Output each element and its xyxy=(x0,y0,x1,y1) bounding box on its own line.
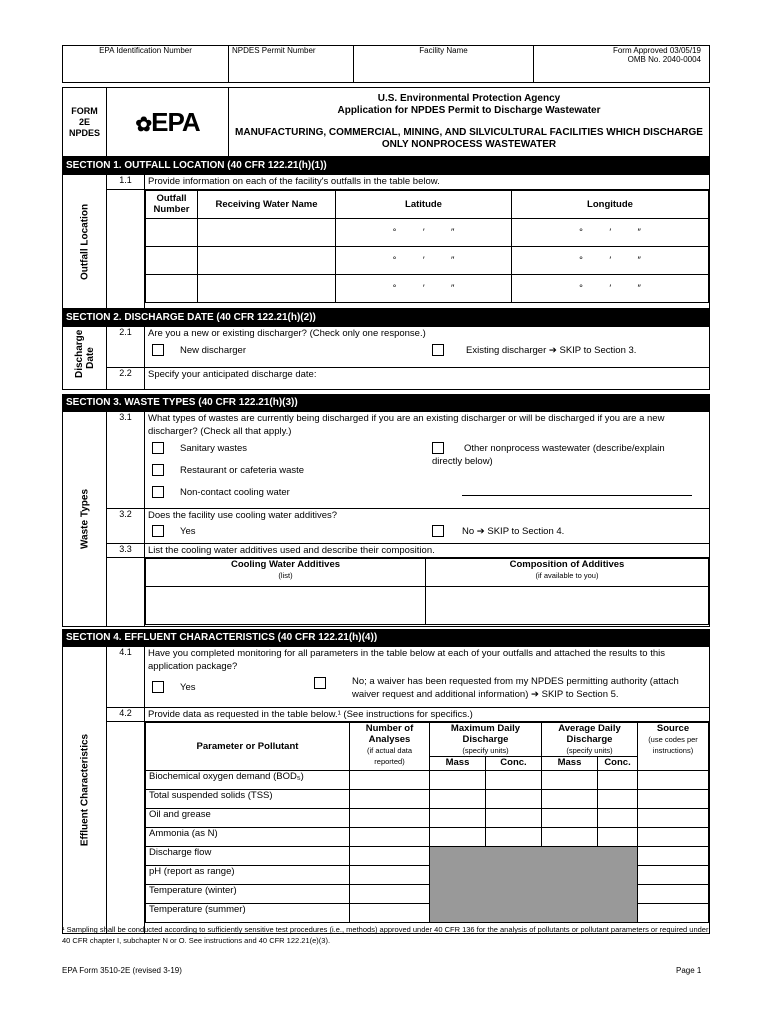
max-mass-cell[interactable] xyxy=(430,828,486,847)
cooling-additives-no-checkbox[interactable] xyxy=(432,525,444,537)
outfall-row xyxy=(146,218,709,246)
section-3-side-label: Waste Types xyxy=(63,412,107,627)
source-cell[interactable] xyxy=(638,885,709,904)
npdes-permit-label: NPDES Permit Number xyxy=(232,46,316,55)
source-cell[interactable] xyxy=(638,847,709,866)
section-2-side-label: Discharge Date xyxy=(63,327,107,390)
avg-mass-cell[interactable] xyxy=(542,771,598,790)
form-subtitle: MANUFACTURING, COMMERCIAL, MINING, AND SILVICULTURAL FACILITIES WHICH DISCHARGE ONLY NONPROCESS WASTEWATER xyxy=(235,127,703,150)
question-4-2-text: Provide data as requested in the table below.¹ (See instructions for specifics.) xyxy=(145,708,710,722)
question-3-2-number: 3.2 xyxy=(107,509,145,544)
cooling-additives-yes-checkbox[interactable] xyxy=(152,525,164,537)
receiving-water-cell[interactable] xyxy=(198,274,336,302)
source-cell[interactable] xyxy=(638,828,709,847)
avg-mass-cell[interactable] xyxy=(542,790,598,809)
section-2 xyxy=(62,326,710,390)
col-number-analyses: Number of Analyses (if actual data reported) xyxy=(350,723,430,771)
question-3-3-text: List the cooling water additives used and describe their composition. xyxy=(145,544,710,558)
max-mass-cell[interactable] xyxy=(430,809,486,828)
form-title xyxy=(229,88,710,157)
existing-discharger-option[interactable]: Existing discharger ➔ SKIP to Section 3. xyxy=(432,344,636,357)
outfall-table xyxy=(145,190,709,303)
col-max-daily: Maximum Daily Discharge (specify units) xyxy=(430,723,542,757)
restaurant-waste-option[interactable]: Restaurant or cafeteria waste xyxy=(152,464,304,477)
analyses-cell[interactable] xyxy=(350,866,430,885)
parameter-ammonia: Ammonia (as N) xyxy=(146,828,350,847)
parameter-temp-summer: Temperature (summer) xyxy=(146,904,350,923)
form-approval xyxy=(534,46,710,83)
form-number: EPA Form 3510-2E (revised 3-19) xyxy=(62,966,182,975)
facility-name-field[interactable] xyxy=(354,46,534,83)
max-conc-cell[interactable] xyxy=(486,790,542,809)
table-row xyxy=(146,828,709,847)
avg-conc-cell[interactable] xyxy=(598,809,638,828)
outfall-row xyxy=(146,246,709,274)
additives-input[interactable] xyxy=(146,587,426,625)
max-conc-cell[interactable] xyxy=(486,828,542,847)
col-avg-conc: Conc. xyxy=(598,757,638,771)
existing-discharger-checkbox[interactable] xyxy=(432,344,444,356)
question-3-1-text: What types of wastes are currently being discharged if you are an existing discharger or will be discharged if you are a new discharger? (Check all that apply.) xyxy=(148,413,665,437)
latitude-cell[interactable]: ° ′ ″ xyxy=(336,218,512,246)
max-conc-cell[interactable] xyxy=(486,809,542,828)
section-3 xyxy=(62,411,710,627)
avg-conc-cell[interactable] xyxy=(598,771,638,790)
col-avg-mass: Mass xyxy=(542,757,598,771)
col-composition: Composition of Additives (if available to you) xyxy=(426,559,709,587)
noncontact-cooling-option[interactable]: Non-contact cooling water xyxy=(152,486,290,499)
cooling-additives-yes-option[interactable]: Yes xyxy=(152,525,196,538)
question-1-1-text: Provide information on each of the facility's outfalls in the table below. xyxy=(145,175,710,190)
section-4-header: SECTION 4. EFFLUENT CHARACTERISTICS (40 CFR 122.21(h)(4)) xyxy=(62,629,710,646)
outfall-row xyxy=(146,274,709,302)
npdes-permit-field[interactable] xyxy=(229,46,354,83)
discharge-date-field[interactable] xyxy=(145,367,710,389)
analyses-cell[interactable] xyxy=(350,771,430,790)
title-block xyxy=(62,87,710,157)
section-2-header: SECTION 2. DISCHARGE DATE (40 CFR 122.21(h)(2)) xyxy=(62,309,710,326)
parameter-ph: pH (report as range) xyxy=(146,866,350,885)
avg-mass-cell[interactable] xyxy=(542,809,598,828)
col-cooling-additives: Cooling Water Additives (list) xyxy=(146,559,426,587)
parameter-oil-grease: Oil and grease xyxy=(146,809,350,828)
col-source: Source (use codes per instructions) xyxy=(638,723,709,771)
question-4-1-text: Have you completed monitoring for all parameters in the table below at each of your outfalls and attached the results to this application package? xyxy=(148,648,665,672)
epa-id-label: EPA Identification Number xyxy=(99,46,192,55)
epa-logo: ✿EPA xyxy=(107,88,229,157)
question-2-2-number: 2.2 xyxy=(107,367,145,389)
form-approved-date: Form Approved 03/05/19 xyxy=(612,46,701,55)
source-cell[interactable] xyxy=(638,771,709,790)
latitude-cell[interactable]: ° ′ ″ xyxy=(336,274,512,302)
outfall-number-cell[interactable] xyxy=(146,246,198,274)
table-row xyxy=(146,790,709,809)
question-4-2-number: 4.2 xyxy=(107,708,145,722)
question-3-3-number: 3.3 xyxy=(107,544,145,558)
max-mass-cell[interactable] xyxy=(430,771,486,790)
latitude-cell[interactable]: ° ′ ″ xyxy=(336,246,512,274)
agency-name: U.S. Environmental Protection Agency xyxy=(377,93,561,104)
composition-input[interactable] xyxy=(426,587,709,625)
sanitary-wastes-option[interactable]: Sanitary wastes xyxy=(152,442,247,455)
table-row xyxy=(146,809,709,828)
analyses-cell[interactable] xyxy=(350,828,430,847)
analyses-cell[interactable] xyxy=(350,809,430,828)
max-conc-cell[interactable] xyxy=(486,771,542,790)
form-id: FORM 2E NPDES xyxy=(63,88,107,157)
footnote: ¹ Sampling shall be conducted according to sufficiently sensitive test procedures (i.e., methods) approved under 40 CFR 136 for the analysis of pollutants or pollutant parameters or required under 40 CFR chapter I, subchapter N or O. See instructions and 40 CFR 122.21(e)(3). xyxy=(62,925,709,945)
facility-name-label: Facility Name xyxy=(419,46,468,55)
epa-flower-icon: ✿ xyxy=(135,113,152,136)
parameter-discharge-flow: Discharge flow xyxy=(146,847,350,866)
noncontact-checkbox[interactable] xyxy=(152,486,164,498)
section-3-header: SECTION 3. WASTE TYPES (40 CFR 122.21(h)(3)) xyxy=(62,394,710,411)
section-4 xyxy=(62,646,710,934)
question-3-1-number: 3.1 xyxy=(107,412,145,509)
parameter-tss: Total suspended solids (TSS) xyxy=(146,790,350,809)
col-parameter: Parameter or Pollutant xyxy=(146,723,350,771)
source-cell[interactable] xyxy=(638,866,709,885)
monitoring-yes-option[interactable]: Yes xyxy=(152,681,196,694)
analyses-cell[interactable] xyxy=(350,847,430,866)
question-2-1-text: Are you a new or existing discharger? (Check only one response.) xyxy=(148,328,426,339)
other-description-line[interactable] xyxy=(462,486,692,500)
restaurant-checkbox[interactable] xyxy=(152,464,164,476)
receiving-water-cell[interactable] xyxy=(198,218,336,246)
question-2-1-number: 2.1 xyxy=(107,327,145,368)
receiving-water-cell[interactable] xyxy=(198,246,336,274)
epa-id-field[interactable] xyxy=(63,46,229,83)
analyses-cell[interactable] xyxy=(350,790,430,809)
monitoring-no-label: No; a waiver has been requested from my NPDES permitting authority (attach waiver request and additional information) ➔ SKIP to Section 5. xyxy=(352,676,679,700)
identification-header xyxy=(62,45,710,83)
application-title: Application for NPDES Permit to Discharge Wastewater xyxy=(337,105,601,116)
additives-table xyxy=(145,558,709,625)
col-avg-daily: Average Daily Discharge (specify units) xyxy=(542,723,638,757)
longitude-cell[interactable]: ° ′ ″ xyxy=(512,274,709,302)
col-outfall-number: Outfall Number xyxy=(146,190,198,218)
outfall-number-cell[interactable] xyxy=(146,274,198,302)
avg-conc-cell[interactable] xyxy=(598,828,638,847)
max-mass-cell[interactable] xyxy=(430,790,486,809)
effluent-table xyxy=(145,722,709,923)
table-row xyxy=(146,847,709,866)
monitoring-no-checkbox[interactable] xyxy=(314,677,326,689)
source-cell[interactable] xyxy=(638,809,709,828)
shaded-block xyxy=(430,847,638,923)
analyses-cell[interactable] xyxy=(350,885,430,904)
question-4-1-number: 4.1 xyxy=(107,647,145,708)
question-3-2-text: Does the facility use cooling water additives? xyxy=(148,510,338,521)
form-page xyxy=(62,45,710,934)
cooling-additives-no-option[interactable]: No ➔ SKIP to Section 4. xyxy=(432,525,564,538)
page-number: Page 1 xyxy=(676,966,702,975)
other-nonprocess-option[interactable]: Other nonprocess wastewater (describe/explain directly below) xyxy=(432,443,665,467)
parameter-bod: Biochemical oxygen demand (BOD₅) xyxy=(146,771,350,790)
section-4-side-label: Effluent Characteristics xyxy=(63,647,107,934)
source-cell[interactable] xyxy=(638,904,709,923)
section-1-header: SECTION 1. OUTFALL LOCATION (40 CFR 122.21(h)(1)) xyxy=(62,157,710,174)
col-longitude: Longitude xyxy=(512,190,709,218)
section-1-side-label: Outfall Location xyxy=(63,175,107,309)
col-max-mass: Mass xyxy=(430,757,486,771)
table-row xyxy=(146,771,709,790)
other-nonprocess-checkbox[interactable] xyxy=(432,442,444,454)
question-2-2-text: Specify your anticipated discharge date: xyxy=(148,368,317,380)
longitude-cell[interactable]: ° ′ ″ xyxy=(512,218,709,246)
section-1 xyxy=(62,174,710,309)
new-discharger-checkbox[interactable] xyxy=(152,344,164,356)
omb-number: OMB No. 2040-0004 xyxy=(627,55,701,64)
analyses-cell[interactable] xyxy=(350,904,430,923)
new-discharger-option[interactable]: New discharger xyxy=(152,344,246,357)
col-receiving-water: Receiving Water Name xyxy=(198,190,336,218)
sanitary-checkbox[interactable] xyxy=(152,442,164,454)
avg-conc-cell[interactable] xyxy=(598,790,638,809)
source-cell[interactable] xyxy=(638,790,709,809)
avg-mass-cell[interactable] xyxy=(542,828,598,847)
col-max-conc: Conc. xyxy=(486,757,542,771)
parameter-temp-winter: Temperature (winter) xyxy=(146,885,350,904)
question-1-1-number: 1.1 xyxy=(107,175,145,190)
col-latitude: Latitude xyxy=(336,190,512,218)
outfall-number-cell[interactable] xyxy=(146,218,198,246)
monitoring-yes-checkbox[interactable] xyxy=(152,681,164,693)
longitude-cell[interactable]: ° ′ ″ xyxy=(512,246,709,274)
